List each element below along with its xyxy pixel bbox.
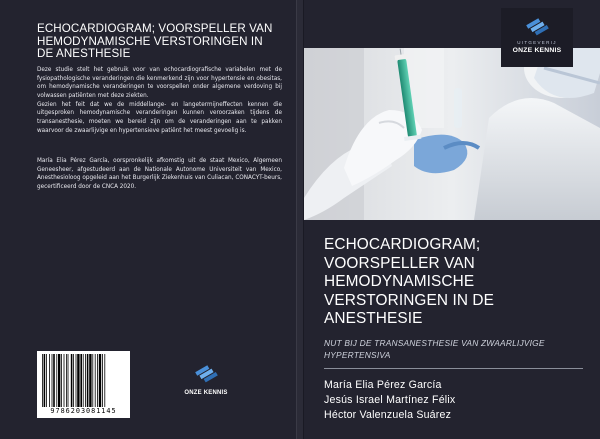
publisher-logo-front [501, 8, 573, 67]
barcode-bar [83, 354, 84, 407]
publisher-logo-back [178, 362, 234, 396]
publisher-logo-icon [193, 362, 219, 384]
barcode-bar [76, 354, 77, 407]
barcode-bar [61, 354, 62, 407]
barcode-bar [80, 354, 82, 407]
description-paragraph: Deze studie stelt het gebruik voor van echocardiografische variabelen met de fysiopathologische veranderingen die kenmerkend zijn voor hypertensie en obesitas, om hemodynamische veranderingen te voorspellen onder algemene verdoving bij volwassen patiënten met deze ziekten. [37, 67, 282, 99]
barcode-bar [104, 354, 105, 407]
divider [324, 368, 583, 369]
barcode-bar [77, 354, 79, 407]
author-name: Héctor Valenzuela Suárez [324, 408, 452, 421]
barcode-bar [46, 354, 47, 407]
front-cover [304, 0, 600, 439]
barcode-bars [42, 354, 126, 407]
barcode-bar [68, 354, 69, 407]
barcode-bar [58, 354, 60, 407]
back-title: ECHOCARDIOGRAM; VOORSPELLER VAN HEMODYNAMISCHE VERSTORINGEN IN DE ANESTHESIE [37, 22, 273, 60]
author-name: María Elia Pérez García [324, 379, 442, 391]
barcode-bar [73, 354, 74, 407]
publisher-label: UITGEVERIJ [517, 40, 557, 45]
barcode-bar [99, 354, 101, 407]
barcode-bar [102, 354, 103, 407]
barcode-bar [71, 354, 73, 407]
publisher-name-back: ONZE KENNIS [184, 390, 228, 396]
barcode-bar [97, 354, 98, 407]
publisher-logo-icon [524, 14, 550, 38]
barcode-bar [95, 354, 96, 407]
barcode-bar [85, 354, 86, 407]
barcode [37, 351, 130, 418]
barcode-bar [87, 354, 89, 407]
author-bio: María Elia Pérez García, oorspronkelijk afkomstig uit de staat Mexico, Algemeen Geneesheer, afgestudeerd aan de Nationale Autonome Universiteit van Mexico, Anesthesioloog opgeleid aan het Burgerlijk Ziekenhuis van Culiacan, CONACYT-beurs, gecertificeerd door de CNCA 2020. [37, 158, 282, 190]
back-cover [0, 0, 296, 439]
description-paragraph: Gezien het feit dat we de middellange- en langetermijneffecten kennen die uitgesproken hemodynamische veranderingen kunnen veroorzaken tijdens de transanesthesie, moeten we bereid zijn om de veranderingen aan te pakken waarvoor de zwaarlijvige en hypertensieve patiënt het meest gevoelig is. [37, 101, 282, 134]
barcode-bar [49, 354, 50, 407]
book-title: ECHOCARDIOGRAM; VOORSPELLER VAN HEMODYNAMISCHE VERSTORINGEN IN DE ANESTHESIE [324, 236, 494, 328]
authors-list [324, 378, 584, 423]
spine [296, 0, 304, 439]
cover-photo [304, 48, 600, 220]
barcode-bar [64, 354, 65, 407]
author-name: Jesús Israel Martínez Félix [324, 393, 456, 406]
barcode-bar [44, 354, 46, 407]
barcode-bar [89, 354, 91, 407]
publisher-name: ONZE KENNIS [512, 47, 562, 54]
barcode-bar [42, 354, 43, 407]
book-subtitle: NUT BIJ DE TRANSANESTHESIE VAN ZWAARLIJVIGE HYPERTENSIVA [324, 338, 545, 360]
barcode-bar [66, 354, 67, 407]
barcode-bar [53, 354, 55, 407]
barcode-bar [52, 354, 53, 407]
barcode-bar [92, 354, 93, 407]
barcode-bar [56, 354, 57, 407]
barcode-number: 9786203081145 [50, 407, 117, 415]
cover-photo-image [304, 48, 600, 220]
back-description [37, 66, 282, 136]
